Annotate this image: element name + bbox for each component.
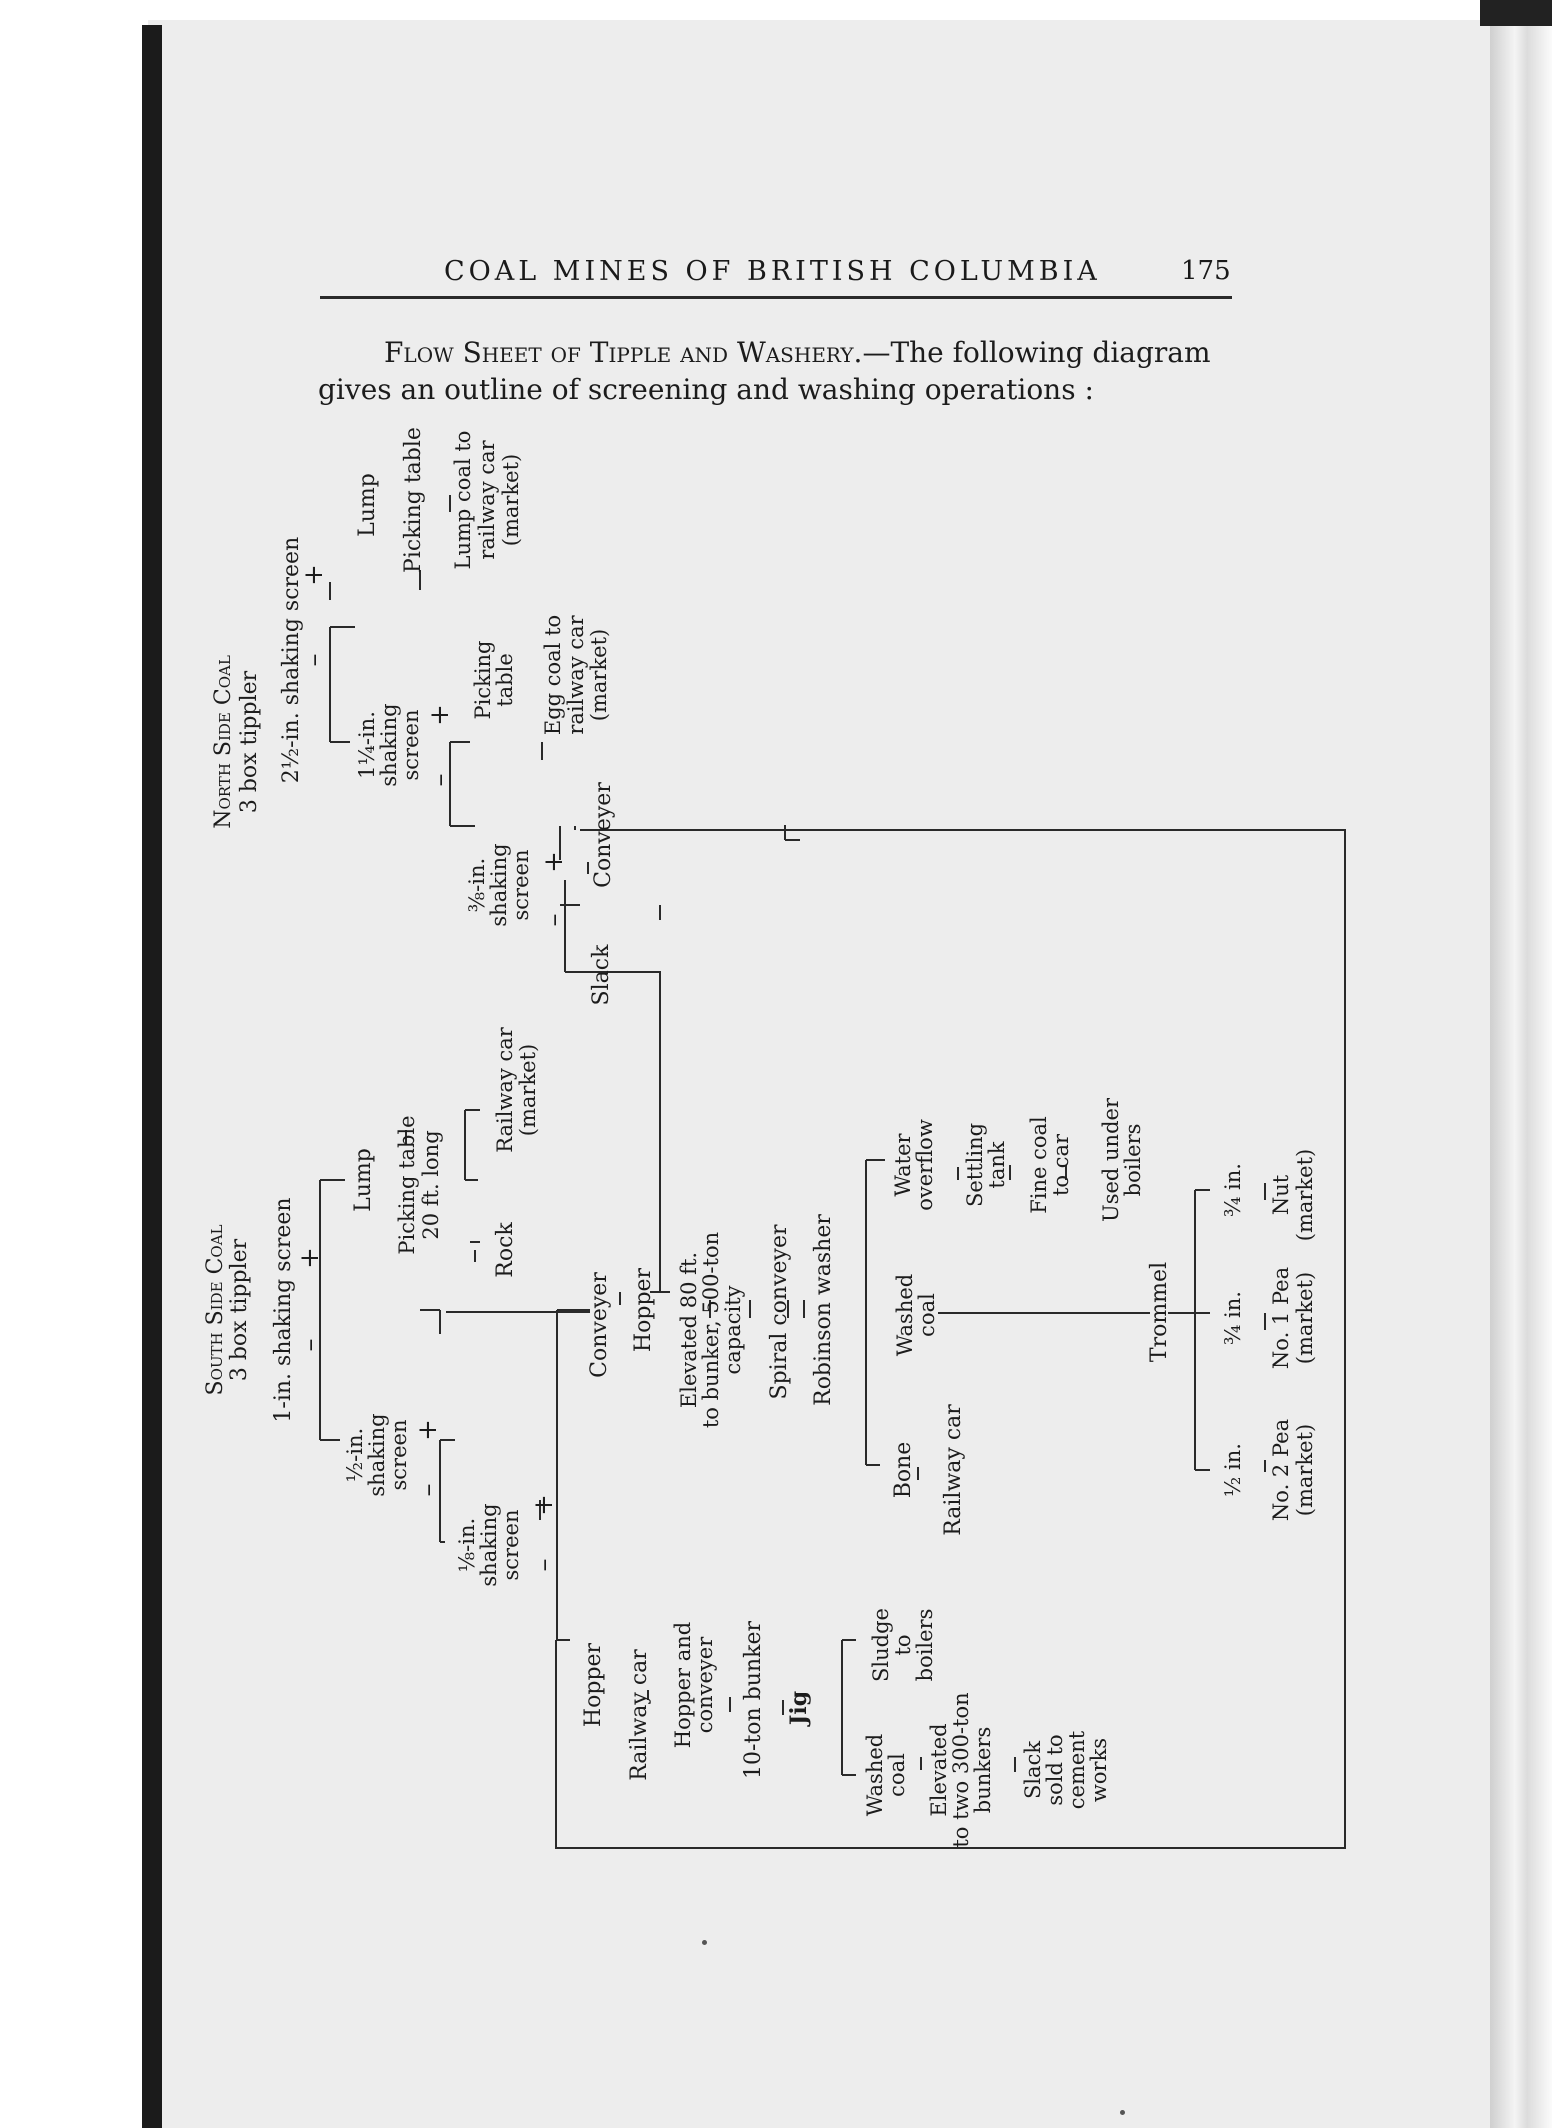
bone: Bone [891, 1441, 916, 1499]
washed-coal-line: Washed [893, 1273, 917, 1357]
north-tippler: 3 box tippler [237, 670, 262, 814]
south-tippler: 3 box tippler [227, 1238, 252, 1382]
elevated-line: Elevated 80 ft. [677, 1251, 701, 1409]
sludge-line: to [891, 1634, 915, 1656]
jig-elevated-line: to two 300-ton [949, 1692, 973, 1848]
lump-car-line: Lump coal to [451, 430, 475, 570]
robinson-washer: Robinson washer [811, 1214, 836, 1406]
pea2-line: No. 2 Pea [1269, 1418, 1293, 1522]
running-title: COAL MINES OF BRITISH COLUMBIA [444, 256, 1101, 287]
settling-tank-line: tank [985, 1141, 1009, 1189]
jig-hopper: Hopper [581, 1642, 606, 1728]
jig-elevated-line: bunkers [971, 1726, 995, 1814]
nut-line: Nut [1269, 1174, 1293, 1216]
page-number: 175 [1181, 256, 1231, 286]
water-overflow-line: overflow [913, 1119, 937, 1211]
north-picking-table2-line: table [493, 653, 517, 707]
north-screen2-line: shaking [377, 703, 401, 787]
spiral-conveyer: Spiral conveyer [767, 1224, 792, 1400]
minus-sign: – [539, 913, 569, 927]
minus-sign: – [529, 1558, 559, 1572]
elevated-line: to bunker, 500-ton [699, 1231, 723, 1429]
south-conveyer: Conveyer [587, 1272, 612, 1378]
jig-branch [581, 1608, 1111, 1848]
lump-car-line: (market) [499, 453, 523, 547]
ten-ton-bunker: 10-ton bunker [741, 1621, 766, 1779]
washery-branch [677, 1097, 1317, 1536]
jig-elevated-line: Elevated [927, 1723, 951, 1817]
north-slack: Slack [589, 944, 614, 1006]
minus-sign: – [425, 773, 455, 787]
hopper-conveyer-line: Hopper and [671, 1621, 695, 1749]
south-screen: 1-in. shaking screen [271, 1197, 296, 1423]
minus-sign: – [413, 1483, 443, 1497]
size-pea2: ½ in. [1221, 1443, 1245, 1497]
slack-sold-line: cement [1065, 1730, 1089, 1810]
egg-car-line: railway car [564, 615, 588, 735]
section-heading: Flow Sheet of Tipple and Washery. [384, 336, 863, 369]
plus-sign: + [529, 1494, 559, 1516]
north-screen3-line: screen [509, 849, 533, 921]
fine-coal-line: to car [1049, 1133, 1073, 1197]
minus-sign: – [299, 653, 329, 667]
south-screen2-line: screen [387, 1419, 411, 1491]
egg-car-line: (market) [587, 628, 611, 722]
nut-line: (market) [1293, 1148, 1317, 1242]
south-screen2-line: shaking [365, 1413, 389, 1497]
washed-coal-line: coal [915, 1293, 939, 1337]
south-picking-table-line: Picking table [395, 1115, 419, 1255]
north-screen3-line: ⅜-in. [465, 857, 489, 913]
north-screen2-line: screen [399, 709, 423, 781]
north-screen: 2½-in. shaking screen [279, 536, 304, 784]
north-conveyer: Conveyer [591, 782, 616, 888]
south-railway-car-line: (market) [516, 1043, 540, 1137]
slack-sold-line: sold to [1043, 1734, 1067, 1806]
south-rock: Rock [493, 1222, 518, 1278]
north-picking-table2-line: Picking [471, 640, 495, 720]
north-screen2-line: 1¼-in. [355, 711, 379, 779]
north-lump: Lump [355, 473, 380, 537]
north-screen3-line: shaking [487, 843, 511, 927]
plus-sign: + [539, 851, 569, 873]
used-boilers-line: boilers [1121, 1123, 1145, 1197]
hopper-conveyer-line: conveyer [693, 1636, 717, 1734]
slack-sold-line: Slack [1021, 1740, 1045, 1800]
elevated-line: capacity [721, 1285, 745, 1375]
fine-coal-line: Fine coal [1027, 1116, 1051, 1214]
south-picking-table-line: 20 ft. long [419, 1130, 443, 1240]
jig-washed-coal-line: coal [885, 1753, 909, 1797]
egg-car-line: Egg coal to [541, 614, 565, 736]
south-screen3-line: screen [499, 1509, 523, 1581]
sludge-line: Sludge [869, 1608, 893, 1682]
north-title: North Side Coal [211, 655, 236, 829]
sludge-line: boilers [913, 1608, 937, 1682]
plus-sign: + [299, 564, 329, 586]
pea1-line: No. 1 Pea [1269, 1266, 1293, 1370]
intro-text-1: —The following diagram [862, 336, 1211, 369]
north-picking-table: Picking table [401, 427, 426, 573]
lump-car-line: railway car [475, 440, 499, 560]
plus-sign: + [425, 704, 455, 726]
minus-sign: – [295, 1338, 325, 1352]
intro-line-2: gives an outline of screening and washing operations : [318, 373, 1094, 406]
size-pea1: ¾ in. [1221, 1291, 1245, 1345]
south-screen3-line: ⅛-in. [455, 1517, 479, 1573]
south-hopper: Hopper [631, 1267, 656, 1353]
settling-tank-line: Settling [963, 1122, 987, 1208]
jig-railway-car: Railway car [627, 1649, 652, 1781]
plus-sign: + [295, 1247, 325, 1269]
slack-sold-line: works [1087, 1737, 1111, 1803]
pea2-line: (market) [1293, 1423, 1317, 1517]
size-nut: ¾ in. [1221, 1163, 1245, 1217]
used-boilers-line: Used under [1099, 1098, 1123, 1222]
south-screen3-line: shaking [477, 1503, 501, 1587]
south-title: South Side Coal [203, 1224, 228, 1396]
south-screen2-line: ½-in. [343, 1427, 367, 1483]
south-side-branch [203, 1026, 656, 1586]
water-overflow-line: Water [891, 1133, 915, 1197]
jig: Jig [786, 1690, 812, 1726]
trommel: Trommel [1147, 1261, 1172, 1363]
pea1-line: (market) [1293, 1271, 1317, 1365]
bone-railway-car: Railway car [941, 1404, 966, 1536]
north-side-branch [211, 427, 616, 1005]
south-lump: Lump [351, 1148, 376, 1212]
jig-washed-coal-line: Washed [863, 1733, 887, 1817]
south-railway-car-line: Railway car [493, 1027, 517, 1153]
plus-sign: + [413, 1419, 443, 1441]
